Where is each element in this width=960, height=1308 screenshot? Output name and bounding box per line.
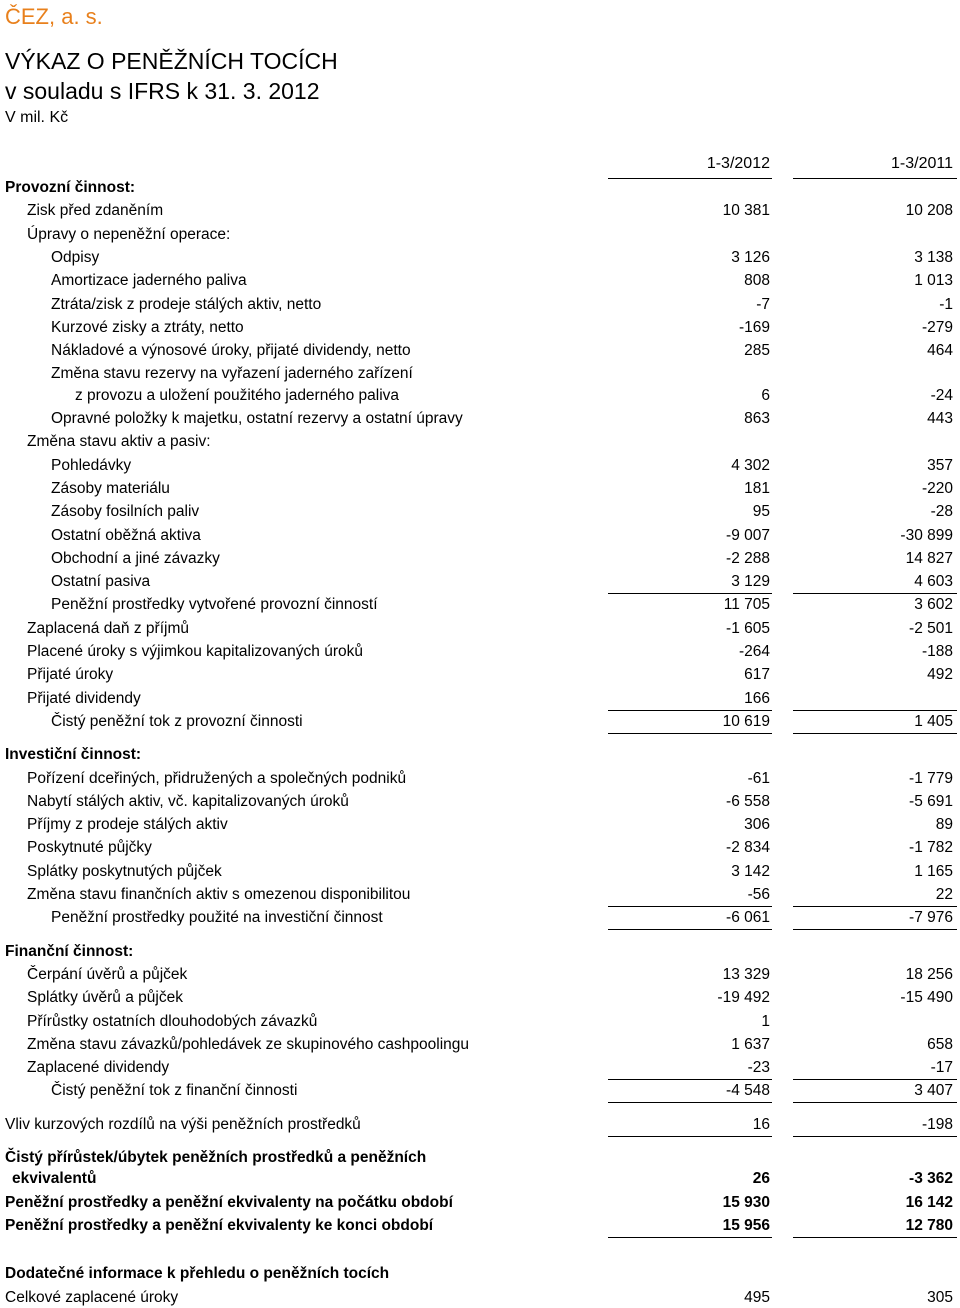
value-prior: 305 xyxy=(927,1288,953,1306)
table-row xyxy=(0,526,960,546)
table-row xyxy=(0,456,960,476)
value-prior: 658 xyxy=(927,1035,953,1053)
row-label: Peněžní prostředky vytvořené provozní činností xyxy=(51,596,378,614)
value-current: 808 xyxy=(744,272,770,290)
row-label: Pohledávky xyxy=(51,456,132,474)
value-prior: 14 827 xyxy=(905,549,953,567)
table-row xyxy=(0,1081,960,1101)
value-prior: 492 xyxy=(927,666,953,684)
table-row xyxy=(0,689,960,709)
row-label: Pořízení dceřiných, přidružených a společných podniků xyxy=(27,769,407,787)
value-current: 13 329 xyxy=(722,965,770,983)
total-underline xyxy=(608,1237,772,1238)
unit-label: V mil. Kč xyxy=(5,109,69,126)
row-label: Amortizace jaderného paliva xyxy=(51,272,247,290)
table-row xyxy=(0,815,960,835)
value-prior: 4 603 xyxy=(914,573,953,591)
table-row xyxy=(0,1115,960,1135)
row-label: Úpravy o nepeněžní operace: xyxy=(27,225,231,243)
table-row xyxy=(0,271,960,291)
row-label: Vliv kurzových rozdílů na výši peněžních prostředků xyxy=(5,1115,361,1133)
row-label: Ostatní pasiva xyxy=(51,573,151,591)
value-prior: 464 xyxy=(927,342,953,360)
row-label: Čistý přírůstek/úbytek peněžních prostředků a peněžních xyxy=(5,1149,427,1166)
value-prior: 1 013 xyxy=(914,272,953,290)
value-current: 15 930 xyxy=(722,1193,770,1211)
column-header-current: 1-3/2012 xyxy=(706,155,770,172)
value-prior: 18 256 xyxy=(905,965,953,983)
total-underline xyxy=(793,906,957,907)
table-row xyxy=(0,341,960,361)
total-underline xyxy=(608,906,772,907)
value-current: 6 xyxy=(761,386,770,404)
value-prior: -1 779 xyxy=(909,769,953,787)
company-name: ČEZ, a. s. xyxy=(5,4,103,29)
table-row xyxy=(0,1264,960,1284)
table-row xyxy=(0,201,960,221)
value-current: -264 xyxy=(738,643,770,660)
row-label: Peněžní prostředky a peněžní ekvivalenty ke konci období xyxy=(5,1216,434,1234)
value-current: 617 xyxy=(744,666,770,684)
value-prior: -198 xyxy=(921,1115,953,1133)
row-label: Zisk před zdaněním xyxy=(27,202,164,220)
table-row xyxy=(0,862,960,882)
value-prior: 22 xyxy=(935,886,953,903)
row-label: ekvivalentů xyxy=(12,1170,97,1188)
value-prior: 1 165 xyxy=(914,862,953,880)
value-current: 10 619 xyxy=(722,712,770,730)
table-row xyxy=(0,364,960,384)
value-current: 1 637 xyxy=(731,1035,770,1053)
value-current: 3 129 xyxy=(731,573,770,591)
value-current: 3 126 xyxy=(731,248,770,266)
row-label: Zaplacené dividendy xyxy=(27,1059,170,1077)
row-label: Změna stavu rezervy na vyřazení jaderného zařízení xyxy=(51,365,413,383)
value-prior: -30 899 xyxy=(900,526,953,544)
row-label: Nákladové a výnosové úroky, přijaté dividendy, netto xyxy=(51,342,411,360)
report-title: VÝKAZ O PENĚŽNÍCH TOCÍCH xyxy=(5,48,338,74)
row-label: Čerpání úvěrů a půjček xyxy=(27,965,188,983)
value-current: 166 xyxy=(744,689,770,707)
row-label: Dodatečné informace k přehledu o peněžních tocích xyxy=(5,1265,390,1283)
total-underline xyxy=(608,1102,772,1103)
value-current: -19 492 xyxy=(717,989,770,1007)
total-underline xyxy=(793,1237,957,1238)
column-header-prior: 1-3/2011 xyxy=(891,155,953,172)
row-label: Čistý peněžní tok z finanční činnosti xyxy=(51,1082,298,1100)
table-row xyxy=(0,619,960,639)
row-label: Splátky úvěrů a půjček xyxy=(27,989,183,1007)
table-row xyxy=(0,1148,960,1168)
row-label: Změna stavu závazků/pohledávek ze skupinového cashpoolingu xyxy=(27,1035,470,1053)
value-current: -169 xyxy=(738,318,770,336)
table-row xyxy=(0,769,960,789)
table-row xyxy=(0,549,960,569)
table-row xyxy=(0,908,960,928)
value-current: 15 956 xyxy=(722,1216,770,1234)
table-row xyxy=(0,1058,960,1078)
value-current: -4 548 xyxy=(726,1082,770,1100)
value-current: -56 xyxy=(747,886,770,903)
value-current: 11 705 xyxy=(723,596,770,614)
row-label: Splátky poskytnutých půjček xyxy=(27,862,222,880)
table-row xyxy=(0,248,960,268)
row-label: Celkové zaplacené úroky xyxy=(5,1288,179,1306)
table-row xyxy=(0,572,960,592)
value-current: -23 xyxy=(747,1059,770,1077)
total-underline xyxy=(608,593,772,594)
value-current: 10 381 xyxy=(722,202,770,220)
table-row xyxy=(0,295,960,315)
table-row xyxy=(0,885,960,905)
value-prior: -188 xyxy=(921,643,953,660)
row-label: Odpisy xyxy=(51,248,100,266)
table-row xyxy=(0,225,960,245)
value-prior: -279 xyxy=(921,318,953,336)
row-label: Peněžní prostředky a peněžní ekvivalenty na počátku období xyxy=(5,1193,453,1211)
row-label: Zásoby materiálu xyxy=(51,479,170,497)
value-current: -61 xyxy=(747,769,770,787)
value-current: 95 xyxy=(752,503,770,521)
table-row xyxy=(0,1193,960,1213)
row-label: Finanční činnost: xyxy=(5,942,134,960)
value-current: -6 558 xyxy=(726,792,770,810)
table-row xyxy=(0,712,960,732)
row-label: Přijaté úroky xyxy=(27,666,114,684)
total-underline xyxy=(793,929,957,930)
table-row xyxy=(0,595,960,615)
row-label: Opravné položky k majetku, ostatní rezervy a ostatní úpravy xyxy=(51,410,463,427)
total-underline xyxy=(793,710,957,711)
row-label: Změna stavu finančních aktiv s omezenou disponibilitou xyxy=(27,886,411,903)
value-prior: -7 976 xyxy=(909,909,953,927)
value-prior: 89 xyxy=(935,816,953,834)
total-underline xyxy=(793,1079,957,1080)
value-current: 1 xyxy=(761,1012,770,1030)
value-prior: -28 xyxy=(930,503,953,521)
table-row xyxy=(0,665,960,685)
table-row xyxy=(0,432,960,452)
value-current: -7 xyxy=(756,295,770,313)
row-label: Zaplacená daň z příjmů xyxy=(27,619,189,637)
total-underline xyxy=(608,710,772,711)
total-underline xyxy=(793,1102,957,1103)
row-label: Přijaté dividendy xyxy=(27,689,141,707)
table-row xyxy=(0,1169,960,1189)
value-current: -1 605 xyxy=(726,619,770,637)
value-current: -2 288 xyxy=(726,549,770,567)
value-prior: -5 691 xyxy=(909,792,953,810)
total-underline xyxy=(608,1079,772,1080)
table-row xyxy=(0,792,960,812)
row-label: Čistý peněžní tok z provozní činnosti xyxy=(51,712,303,730)
value-current: -6 061 xyxy=(726,909,770,927)
value-current: 863 xyxy=(744,410,770,427)
row-label: Zásoby fosilních paliv xyxy=(51,503,200,521)
value-prior: -15 490 xyxy=(900,989,953,1007)
value-prior: -2 501 xyxy=(909,619,953,637)
value-prior: 3 138 xyxy=(914,248,953,266)
table-row xyxy=(0,409,960,429)
value-prior: -24 xyxy=(930,386,953,404)
table-row xyxy=(0,1288,960,1308)
value-prior: 16 142 xyxy=(905,1193,953,1211)
value-prior: 12 780 xyxy=(905,1216,953,1234)
row-label: Investiční činnost: xyxy=(5,746,142,764)
value-prior: 357 xyxy=(927,456,953,474)
row-label: Přírůstky ostatních dlouhodobých závazků xyxy=(27,1012,318,1030)
value-current: 16 xyxy=(752,1115,770,1133)
value-current: 3 142 xyxy=(731,862,770,880)
table-row xyxy=(0,1035,960,1055)
row-label: Příjmy z prodeje stálých aktiv xyxy=(27,816,228,834)
value-prior: -3 362 xyxy=(909,1170,953,1188)
total-underline xyxy=(608,929,772,930)
value-prior: 443 xyxy=(927,410,953,427)
value-prior: -220 xyxy=(921,479,953,497)
row-label: Obchodní a jiné závazky xyxy=(51,549,220,567)
value-current: 26 xyxy=(752,1170,770,1188)
value-current: -9 007 xyxy=(726,526,770,544)
total-underline xyxy=(608,1136,772,1137)
table-row xyxy=(0,838,960,858)
table-row xyxy=(0,318,960,338)
row-label: Ztráta/zisk z prodeje stálých aktiv, netto xyxy=(51,295,322,313)
total-underline xyxy=(608,733,772,734)
report-subtitle: v souladu s IFRS k 31. 3. 2012 xyxy=(5,78,320,104)
table-row xyxy=(0,988,960,1008)
row-label: z provozu a uložení použitého jaderného paliva xyxy=(75,386,400,404)
total-underline xyxy=(793,1136,957,1137)
row-label: Provozní činnost: xyxy=(5,179,136,196)
table-row xyxy=(0,1216,960,1236)
table-row xyxy=(0,386,960,406)
value-prior: 1 405 xyxy=(914,712,953,730)
value-prior: -17 xyxy=(930,1059,953,1077)
value-prior: 3 602 xyxy=(914,596,953,614)
value-prior: 3 407 xyxy=(914,1082,953,1100)
row-label: Placené úroky s výjimkou kapitalizovaných úroků xyxy=(27,643,363,660)
value-current: 181 xyxy=(744,479,770,497)
total-underline xyxy=(793,593,957,594)
row-label: Změna stavu aktiv a pasiv: xyxy=(27,433,211,451)
value-current: 285 xyxy=(744,342,770,360)
table-row xyxy=(0,942,960,962)
row-label: Nabytí stálých aktiv, vč. kapitalizovaných úroků xyxy=(27,792,349,810)
value-current: -2 834 xyxy=(726,839,770,857)
value-current: 4 302 xyxy=(731,456,770,474)
value-prior: -1 782 xyxy=(909,839,953,857)
value-current: 495 xyxy=(744,1288,770,1306)
row-label: Ostatní oběžná aktiva xyxy=(51,526,201,544)
value-prior: 10 208 xyxy=(905,202,953,220)
table-row xyxy=(0,965,960,985)
table-row xyxy=(0,745,960,765)
row-label: Peněžní prostředky použité na investiční činnost xyxy=(51,909,383,927)
table-row xyxy=(0,1012,960,1032)
value-current: 306 xyxy=(744,816,770,834)
value-prior: -1 xyxy=(939,295,953,313)
table-row xyxy=(0,642,960,662)
row-label: Kurzové zisky a ztráty, netto xyxy=(51,318,244,336)
total-underline xyxy=(793,733,957,734)
table-row xyxy=(0,479,960,499)
table-row xyxy=(0,502,960,522)
table-row xyxy=(0,178,960,198)
row-label: Poskytnuté půjčky xyxy=(27,839,152,857)
